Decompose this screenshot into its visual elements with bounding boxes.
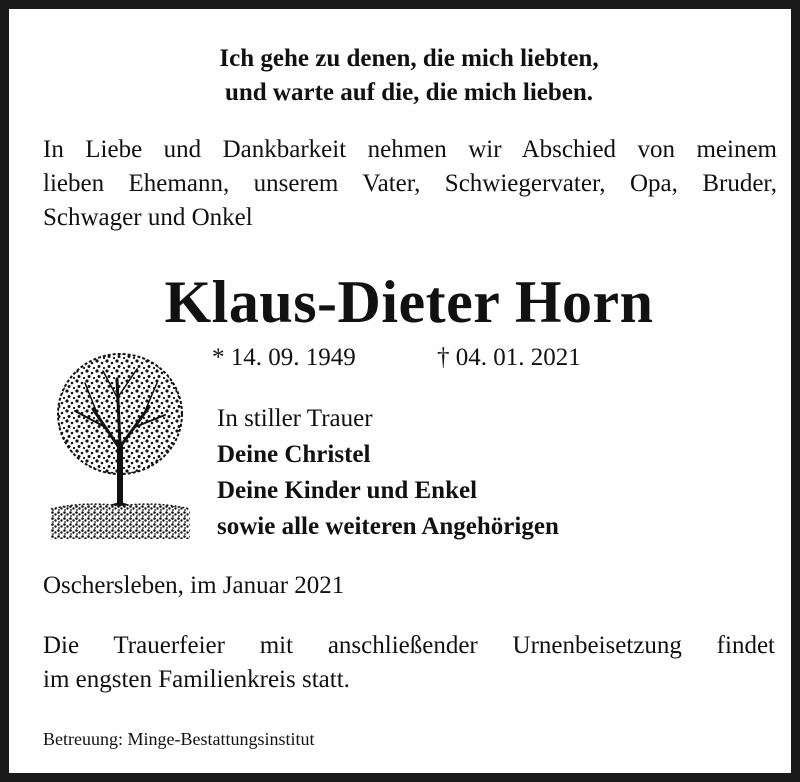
- care-note: Betreuung: Minge-Bestattungsinstitut: [43, 729, 315, 749]
- mourners-intro: In stiller Trauer: [217, 405, 373, 432]
- birth-date: * 14. 09. 1949: [212, 344, 356, 371]
- intro-text: [43, 133, 777, 235]
- motto-line-2: und warte auf die, die mich lieben.: [224, 79, 594, 106]
- intro-line-2: lieben Ehemann, unserem Vater, Schwiegervater, Opa, Bruder,: [43, 170, 777, 197]
- deceased-name: Klaus-Dieter Horn: [164, 269, 654, 335]
- service-line-2: im engsten Familienkreis statt.: [43, 666, 350, 693]
- death-date: † 04. 01. 2021: [437, 344, 581, 371]
- tree-icon: [45, 349, 195, 544]
- service-text: [43, 629, 775, 697]
- motto-line-1: Ich gehe zu denen, die mich liebten,: [219, 45, 599, 72]
- mourner-relatives: sowie alle weiteren Angehörigen: [217, 513, 559, 540]
- service-line-1: Die Trauerfeier mit anschließender Urnenbeisetzung findet: [43, 632, 775, 659]
- mourners-block: [217, 401, 559, 545]
- intro-line-1: In Liebe und Dankbarkeit nehmen wir Abschied von meinem: [43, 136, 777, 163]
- mourner-children: Deine Kinder und Enkel: [217, 477, 478, 504]
- mourner-wife: Deine Christel: [217, 441, 371, 468]
- place-date: Oschersleben, im Januar 2021: [43, 572, 345, 599]
- intro-line-3: Schwager und Onkel: [43, 204, 253, 231]
